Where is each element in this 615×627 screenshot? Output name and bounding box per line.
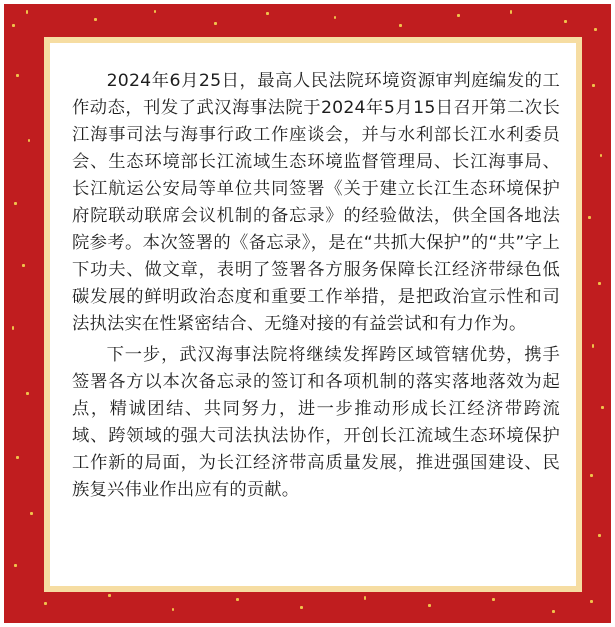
confetti-dot	[236, 598, 239, 601]
article-paragraph-2: 下一步，武汉海事法院将继续发挥跨区域管辖优势，携手签署各方以本次备忘录的签订和各项机制的落实落地落效为起点，精诚团结、共同努力，进一步推动形成长江经济带跨流域、跨领域的强大司法执法协作，开创长江流域生态环境保护工作新的局面，为长江经济带高质量发展，推进强国建设、民族复兴伟业作出应有的贡献。	[72, 345, 560, 500]
confetti-dot	[44, 602, 47, 605]
article-paragraph-1: 2024年6月25日，最高人民法院环境资源审判庭编发的工作动态，刊发了武汉海事法院于2024年5月15日召开第二次长江海事司法与海事行政工作座谈会，并与水利部长江水利委员会、生态环境部长江流域生态环境监督管理局、长江海事局、长江航运公安局等单位共同签署《关于建立长江生态环境保护府院联动联席会议机制的备忘录》的经验做法，供全国各地法院参考。本次签署的《备忘录》，是在“共抓大保护”的“共”字上下功夫、做文章，表明了签署各方服务保障长江经济带绿色低碳发展的鲜明政治态度和重要工作举措，是把政治宣示性和司法执法实在性紧密结合、无缝对接的有益尝试和有力作为。	[72, 71, 560, 334]
confetti-dot	[457, 14, 460, 17]
confetti-dot	[590, 600, 593, 603]
confetti-dot	[598, 534, 601, 537]
confetti-dot	[592, 84, 595, 87]
confetti-dot	[598, 282, 601, 285]
confetti-dot	[14, 202, 17, 205]
confetti-dot	[592, 344, 594, 348]
confetti-dot	[399, 24, 402, 27]
confetti-dot	[601, 406, 604, 409]
confetti-dot	[16, 456, 19, 459]
confetti-dot	[510, 10, 512, 14]
confetti-dot	[172, 608, 174, 611]
gold-border	[44, 37, 582, 592]
red-frame-background	[4, 4, 611, 623]
confetti-dot	[12, 326, 14, 330]
confetti-dot	[600, 154, 602, 157]
confetti-dot	[26, 392, 29, 395]
confetti-dot	[154, 10, 156, 13]
confetti-dot	[26, 10, 28, 14]
confetti-dot	[94, 18, 97, 21]
confetti-dot	[14, 564, 17, 567]
confetti-dot	[214, 22, 217, 25]
confetti-dot	[28, 139, 30, 142]
confetti-dot	[428, 604, 431, 607]
confetti-dot	[364, 596, 366, 600]
confetti-dot	[590, 474, 593, 477]
confetti-dot	[594, 28, 597, 31]
confetti-dot	[552, 610, 555, 613]
confetti-dot	[300, 606, 303, 609]
confetti-dot	[16, 74, 19, 77]
article-body	[72, 68, 560, 504]
confetti-dot	[108, 594, 111, 597]
confetti-dot	[334, 16, 336, 19]
confetti-dot	[266, 12, 269, 15]
confetti-dot	[588, 216, 591, 219]
confetti-dot	[22, 264, 25, 267]
confetti-dot	[12, 24, 15, 27]
confetti-dot	[30, 512, 33, 515]
confetti-dot	[492, 598, 495, 601]
article-paper	[50, 43, 576, 586]
confetti-dot	[564, 20, 567, 23]
